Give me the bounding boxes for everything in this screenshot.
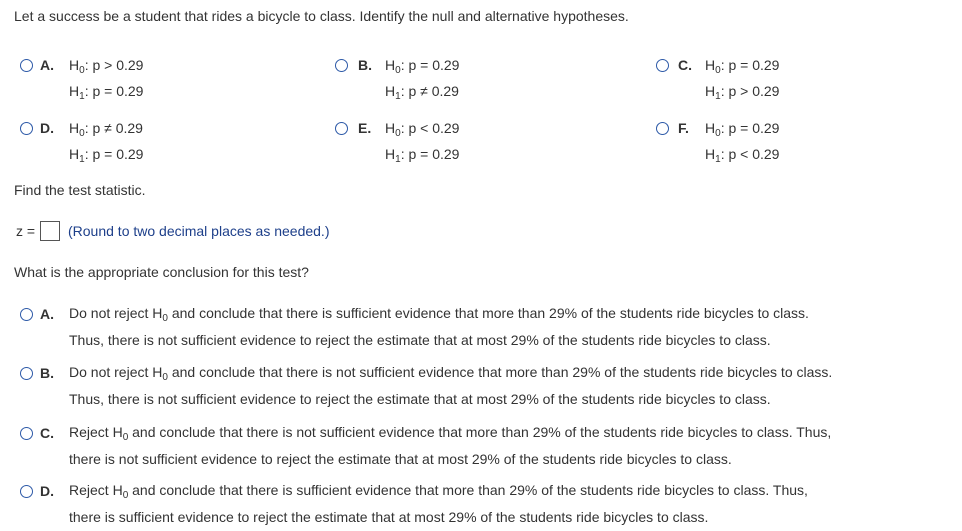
option-letter: A. (40, 306, 54, 322)
radio-button[interactable] (656, 122, 669, 135)
option-letter: F. (678, 120, 689, 136)
z-answer-input[interactable] (40, 221, 60, 241)
option-text: Do not reject $H_0$ and conclude that there is sufficient evidence that more than 29% of the students ride bicycles to class. Thus, there is not sufficient evidence to reject the estimate that at most 29% of the students ride bicycles to class. (69, 305, 809, 348)
option-letter: A. (40, 57, 54, 73)
radio-button[interactable] (20, 308, 33, 321)
radio-button[interactable] (656, 59, 669, 72)
radio-button[interactable] (20, 427, 33, 440)
z-label: z = (16, 223, 36, 239)
option-letter: C. (40, 425, 54, 441)
alternative-hypothesis: $H_1$: p = 0.29 (69, 146, 144, 165)
alternative-hypothesis: $H_1$: p = 0.29 (385, 146, 460, 165)
radio-button[interactable] (20, 59, 33, 72)
radio-button[interactable] (20, 485, 33, 498)
option-letter: C. (678, 57, 692, 73)
null-hypothesis: $H_0$: p > 0.29 (69, 57, 144, 76)
option-text: Reject $H_0$ and conclude that there is sufficient evidence that more than 29% of the students ride bicycles to class. Thus, there is sufficient evidence to reject the estimate that at most 29% of the students ride bicycles to class. (69, 482, 808, 525)
radio-button[interactable] (335, 122, 348, 135)
option-letter: D. (40, 120, 54, 136)
alternative-hypothesis: $H_1$: p = 0.29 (69, 83, 144, 102)
alternative-hypothesis: $H_1$: p < 0.29 (705, 146, 780, 165)
option-text: Do not reject $H_0$ and conclude that there is not sufficient evidence that more than 29% of the students ride bicycles to class. Thus, there is not sufficient evidence to reject the estimate that at most 29% of the students ride bicycles to class. (69, 364, 833, 407)
radio-button[interactable] (20, 122, 33, 135)
conclusion-prompt: What is the appropriate conclusion for this test? (14, 264, 309, 280)
option-letter: E. (358, 120, 372, 136)
null-hypothesis: $H_0$: p = 0.29 (705, 120, 780, 139)
null-hypothesis: $H_0$: p = 0.29 (385, 57, 460, 76)
option-letter: B. (40, 365, 54, 381)
round-hint: (Round to two decimal places as needed.) (68, 223, 330, 239)
alternative-hypothesis: $H_1$: p ≠ 0.29 (385, 83, 459, 102)
null-hypothesis: $H_0$: p < 0.29 (385, 120, 460, 139)
radio-button[interactable] (335, 59, 348, 72)
radio-button[interactable] (20, 367, 33, 380)
option-text: Reject $H_0$ and conclude that there is not sufficient evidence that more than 29% of the students ride bicycles to class. Thus, there is not sufficient evidence to reject the estimate that at most 29% of the students ride bicycles to class. (69, 424, 832, 467)
option-letter: D. (40, 483, 54, 499)
question-intro: Let a success be a student that rides a bicycle to class. Identify the null and alternative hypotheses. (14, 8, 629, 24)
null-hypothesis: $H_0$: p = 0.29 (705, 57, 780, 76)
alternative-hypothesis: $H_1$: p > 0.29 (705, 83, 780, 102)
option-letter: B. (358, 57, 372, 73)
test-statistic-prompt: Find the test statistic. (14, 182, 146, 198)
null-hypothesis: $H_0$: p ≠ 0.29 (69, 120, 143, 139)
